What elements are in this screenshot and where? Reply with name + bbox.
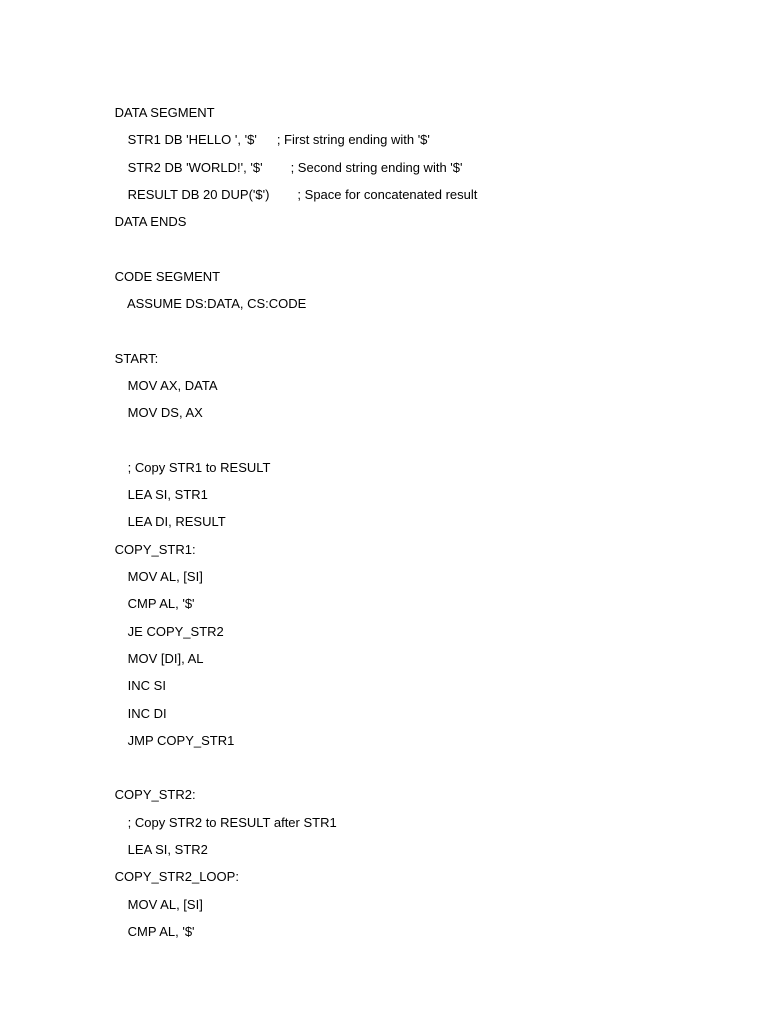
str1-code: STR1 DB 'HELLO ', '$': [127, 132, 257, 148]
inc-di-text: INC DI: [127, 705, 167, 721]
result-comment: ; Space for concatenated result: [297, 186, 478, 202]
je-copy-str2-text: JE COPY_STR2: [127, 623, 224, 639]
inc-di-line: [93, 687, 713, 721]
jmp-copy-str1-text: JMP COPY_STR1: [127, 732, 235, 748]
mov-ds-ax-text: MOV DS, AX: [127, 405, 203, 421]
mov-di-al-text: MOV [DI], AL: [127, 650, 204, 666]
mov-al-si-text-2: MOV AL, [SI]: [127, 896, 203, 912]
assume-text: ASSUME DS:DATA, CS:CODE: [126, 296, 307, 312]
data-ends-text: DATA ENDS: [114, 214, 187, 230]
mov-ax-data-text: MOV AX, DATA: [127, 377, 218, 393]
str1-comment: ; First string ending with '$': [276, 132, 430, 148]
lea-di-result-text: LEA DI, RESULT: [127, 514, 226, 530]
mov-ax-data-line: [93, 359, 713, 393]
data-segment-text: DATA SEGMENT: [114, 105, 215, 120]
code-segment-line: [93, 250, 713, 284]
assembly-code-block: [93, 86, 713, 939]
result-code: RESULT DB 20 DUP('$'): [127, 186, 270, 202]
code-segment-text: CODE SEGMENT: [114, 268, 221, 284]
jmp-copy-str1-line: [93, 714, 713, 748]
copy-str1-comment: ; Copy STR1 to RESULT: [127, 459, 271, 475]
copy-str2-comment: ; Copy STR2 to RESULT after STR1: [127, 814, 337, 830]
lea-si-str1-text: LEA SI, STR1: [127, 487, 208, 503]
cmp-al-text-1: CMP AL, '$': [127, 596, 195, 612]
str2-comment: ; Second string ending with '$': [290, 159, 463, 175]
data-segment-line: [93, 86, 713, 120]
inc-si-text: INC SI: [127, 678, 166, 694]
copy-str2-loop-label: COPY_STR2_LOOP:: [114, 869, 239, 885]
start-label: START:: [114, 350, 159, 366]
str2-code: STR2 DB 'WORLD!', '$': [127, 159, 263, 175]
cmp-al-text-2: CMP AL, '$': [127, 923, 195, 939]
copy-str2-label-line: [93, 768, 713, 803]
start-label-line: [93, 332, 713, 366]
mov-al-si-text-1: MOV AL, [SI]: [127, 569, 203, 585]
lea-si-str2-text: LEA SI, STR2: [127, 842, 208, 858]
copy-str1-comment-line: [93, 441, 713, 475]
copy-str1-label: COPY_STR1:: [114, 541, 196, 557]
copy-str2-label: COPY_STR2:: [114, 787, 196, 803]
